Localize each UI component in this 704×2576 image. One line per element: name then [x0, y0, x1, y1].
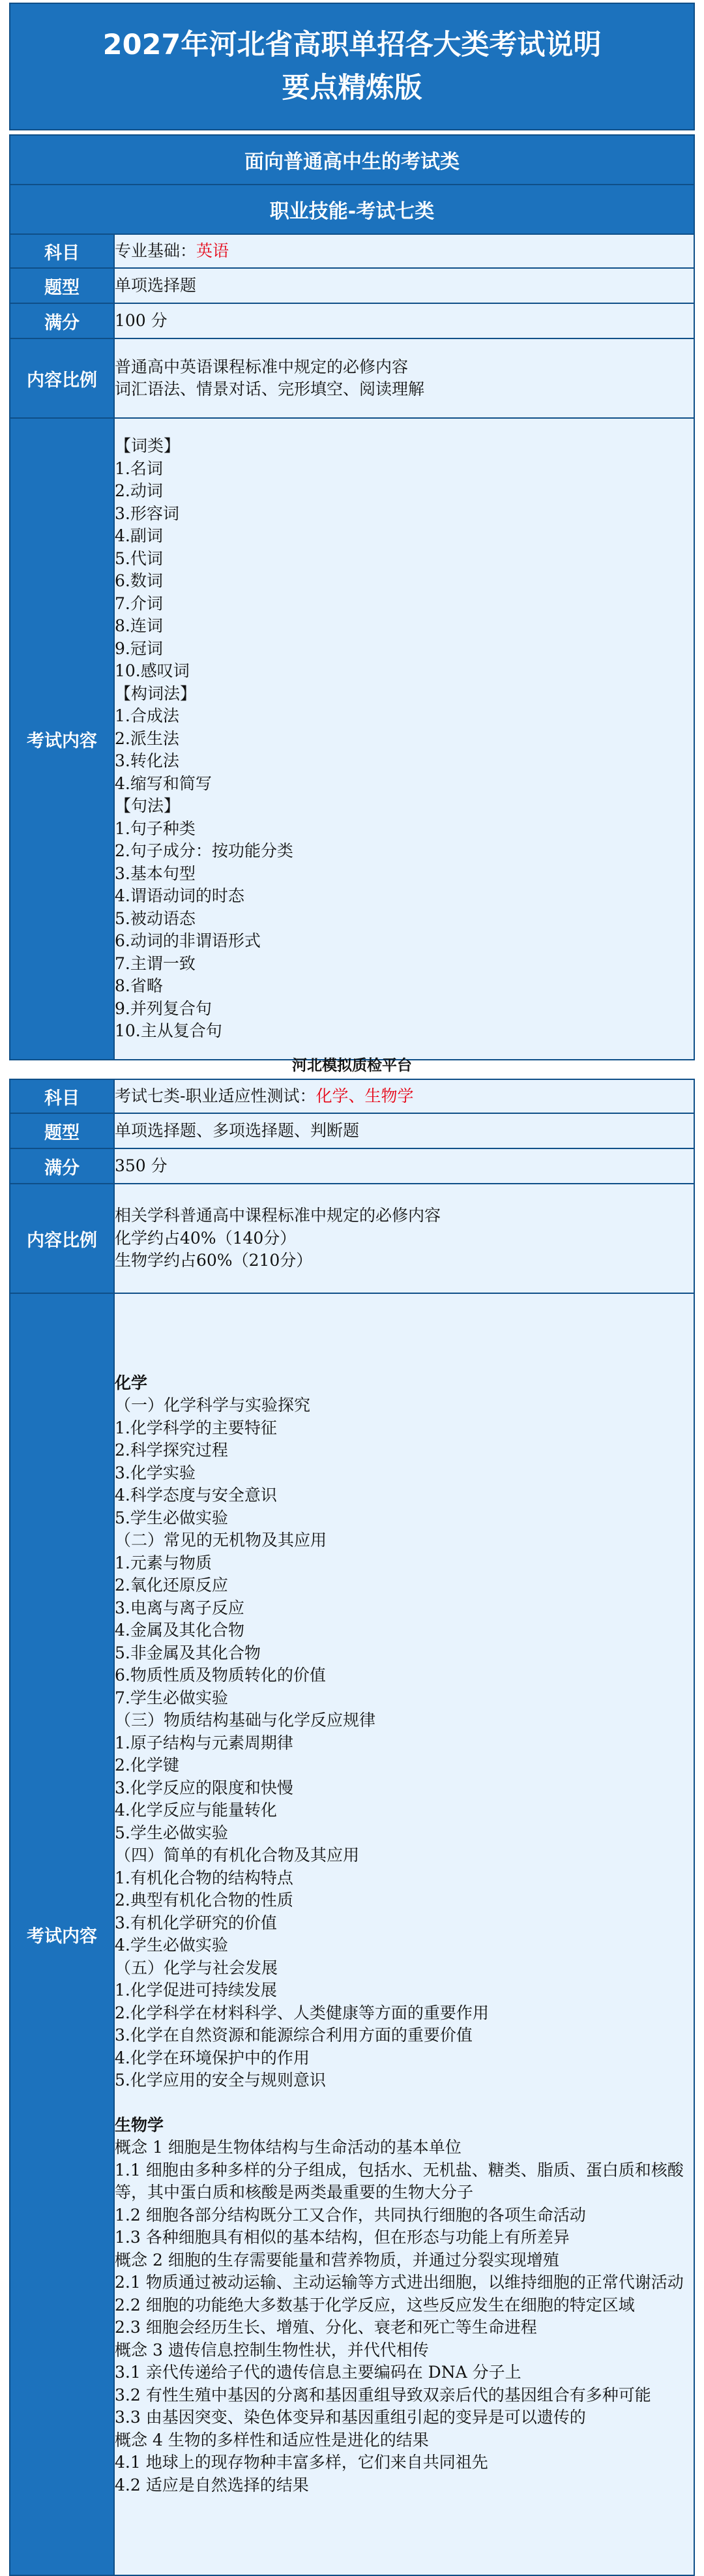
- list-item: 3.电离与离子反应: [115, 1598, 244, 1617]
- list-item: 3.化学反应的限度和快慢: [115, 1778, 293, 1797]
- list-item: 3.形容词: [115, 503, 179, 523]
- list-item: （三）物质结构基础与化学反应规律: [115, 1711, 376, 1730]
- ratio-line: 普通高中英语课程标准中规定的必修内容: [115, 357, 409, 376]
- audience-label: 面向普通高中生的考试类: [244, 151, 460, 173]
- list-item: 2.动词: [115, 481, 163, 501]
- label-exam-content: 考试内容: [10, 1293, 114, 2575]
- page-subtitle: 要点精炼版: [282, 72, 422, 104]
- value-content-ratio: [114, 1184, 694, 1293]
- list-item: 5.学生必做实验: [115, 1823, 228, 1842]
- list-item: 4.金属及其化合物: [115, 1621, 244, 1640]
- list-item: 7.学生必做实验: [115, 1688, 228, 1707]
- watermark-text: 河北模拟质检平台: [292, 1057, 412, 1074]
- list-item: 3.转化法: [115, 751, 179, 771]
- list-item: 2.2 细胞的功能绝大多数基于化学反应，这些反应发生在细胞的特定区域: [115, 2295, 635, 2314]
- list-item: 概念 3 遗传信息控制生物性状，并代代相传: [115, 2340, 429, 2359]
- list-item: 6.数词: [115, 571, 163, 591]
- list-item: 5.被动语态: [115, 908, 196, 928]
- label-question-type: 题型: [10, 268, 114, 303]
- row-full-score: [10, 303, 694, 338]
- list-item: 4.化学反应与能量转化: [115, 1801, 277, 1820]
- list-item: 4.谓语动词的时态: [115, 886, 244, 906]
- list-item: 【构词法】: [115, 683, 197, 703]
- list-item: 1.合成法: [115, 706, 179, 726]
- label-full-score: 满分: [10, 303, 114, 338]
- list-item: 5.代词: [115, 548, 163, 568]
- list-item: 3.化学在自然资源和能源综合利用方面的重要价值: [115, 2026, 473, 2045]
- value-full-score: 350 分: [114, 1148, 694, 1184]
- list-item: 【句法】: [115, 796, 181, 816]
- list-item: 4.化学在环境保护中的作用: [115, 2048, 310, 2067]
- title-banner: [9, 3, 695, 130]
- list-item: 2.氧化还原反应: [115, 1576, 228, 1595]
- list-item: 4.学生必做实验: [115, 1936, 228, 1955]
- label-subject: 科目: [10, 1079, 114, 1113]
- label-question-type: 题型: [10, 1113, 114, 1148]
- list-item: 1.化学科学的主要特征: [115, 1418, 277, 1437]
- row-subject: [10, 234, 694, 268]
- list-item: 10.主从复合句: [115, 1021, 222, 1041]
- value-question-type: 单项选择题: [114, 268, 694, 303]
- row-exam-content: [10, 1293, 694, 2575]
- list-item: 7.介词: [115, 593, 163, 613]
- spec-table-chem-bio: [9, 1079, 695, 2576]
- value-subject: [114, 1079, 694, 1113]
- list-item: 1.原子结构与元素周期律: [115, 1733, 293, 1752]
- list-item: 5.化学应用的安全与规则意识: [115, 2071, 326, 2090]
- value-exam-content: [114, 418, 694, 1060]
- label-content-ratio: 内容比例: [10, 1184, 114, 1293]
- label-exam-content: 考试内容: [10, 418, 114, 1060]
- row-content-ratio: [10, 1184, 694, 1293]
- row-question-type: [10, 1113, 694, 1148]
- list-item: 10.感叹词: [115, 661, 190, 681]
- ratio-line: 相关学科普通高中课程标准中规定的必修内容: [115, 1206, 441, 1225]
- spacer: [115, 2092, 694, 2114]
- list-item: 1.2 细胞各部分结构既分工又合作，共同执行细胞的各项生命活动: [115, 2205, 586, 2224]
- list-item: 概念 1 细胞是生物体结构与生命活动的基本单位: [115, 2138, 462, 2157]
- value-question-type: 单项选择题、多项选择题、判断题: [114, 1113, 694, 1148]
- list-item: 2.3 细胞会经历生长、增殖、分化、衰老和死亡等生命进程: [115, 2318, 537, 2337]
- list-item: （二）常见的无机物及其应用: [115, 1531, 327, 1550]
- list-item: 2.句子成分：按功能分类: [115, 841, 293, 861]
- list-item: 2.科学探究过程: [115, 1441, 228, 1460]
- list-item: 【词类】: [115, 436, 181, 456]
- value-subject: [114, 234, 694, 268]
- list-item: 2.派生法: [115, 728, 179, 748]
- list-item: 1.元素与物质: [115, 1553, 212, 1572]
- list-item: 1.化学促进可持续发展: [115, 1981, 277, 2000]
- list-item: 3.3 由基因突变、染色体变异和基因重组引起的变异是可以遗传的: [115, 2408, 586, 2427]
- list-item: 9.冠词: [115, 638, 163, 658]
- list-item: 4.科学态度与安全意识: [115, 1486, 277, 1505]
- label-full-score: 满分: [10, 1148, 114, 1184]
- list-item: 3.化学实验: [115, 1463, 196, 1482]
- list-item: 1.有机化合物的结构特点: [115, 1868, 293, 1887]
- list-item: （四）简单的有机化合物及其应用: [115, 1846, 360, 1865]
- list-item: 1.句子种类: [115, 818, 196, 838]
- list-item: 9.并列复合句: [115, 998, 212, 1018]
- label-subject: 科目: [10, 234, 114, 268]
- category-label: 职业技能-考试七类: [269, 200, 435, 223]
- value-content-ratio: [114, 338, 694, 418]
- row-question-type: [10, 268, 694, 303]
- list-item: 4.1 地球上的现存物种丰富多样，它们来自共同祖先: [115, 2453, 488, 2472]
- chemistry-content-list: [115, 1394, 694, 2092]
- list-item: 2.化学键: [115, 1756, 179, 1775]
- subject-highlight: 化学、生物学: [315, 1086, 414, 1105]
- list-item: 3.基本句型: [115, 863, 196, 883]
- ratio-line: 化学约占40%（140分）: [115, 1228, 297, 1248]
- biology-content-list: [115, 2136, 694, 2496]
- subject-highlight: 英语: [196, 241, 229, 260]
- list-item: 8.连词: [115, 616, 163, 636]
- list-item: 6.动词的非谓语形式: [115, 931, 261, 951]
- list-item: （一）化学科学与实验探究: [115, 1396, 311, 1415]
- row-exam-content: [10, 418, 694, 1060]
- list-item: 5.学生必做实验: [115, 1508, 228, 1527]
- english-content-list: [115, 435, 694, 1043]
- row-content-ratio: [10, 338, 694, 418]
- subject-prefix: 专业基础：: [115, 241, 197, 260]
- audience-banner: [9, 134, 695, 185]
- list-item: 8.省略: [115, 976, 163, 996]
- ratio-line: 词汇语法、情景对话、完形填空、阅读理解: [115, 380, 425, 398]
- value-full-score: 100 分: [114, 303, 694, 338]
- list-item: 4.2 适应是自然选择的结果: [115, 2475, 309, 2494]
- list-item: 2.典型有机化合物的性质: [115, 1891, 293, 1910]
- chemistry-title: 化学: [115, 1373, 148, 1392]
- list-item: 2.化学科学在材料科学、人类健康等方面的重要作用: [115, 2003, 489, 2022]
- ratio-line: 生物学约占60%（210分）: [115, 1251, 313, 1270]
- list-item: 3.2 有性生殖中基因的分离和基因重组导致双亲后代的基因组合有多种可能: [115, 2385, 651, 2404]
- subject-prefix: 考试七类-职业适应性测试：: [115, 1086, 316, 1105]
- list-item: 1.1 细胞由多种多样的分子组成，包括水、无机盐、糖类、脂质、蛋白质和核酸等，其中蛋白质和核酸是两类最重要的生物大分子: [115, 2160, 684, 2202]
- row-full-score: [10, 1148, 694, 1184]
- page-title: 2027年河北省高职单招各大类考试说明: [102, 29, 602, 61]
- list-item: 1.3 各种细胞具有相似的基本结构，但在形态与功能上有所差异: [115, 2228, 570, 2247]
- list-item: 概念 2 细胞的生存需要能量和营养物质，并通过分裂实现增殖: [115, 2250, 559, 2269]
- list-item: 3.有机化学研究的价值: [115, 1913, 277, 1932]
- list-item: 4.缩写和简写: [115, 773, 212, 793]
- label-content-ratio: 内容比例: [10, 338, 114, 418]
- spec-table-english: [9, 233, 695, 1060]
- list-item: 2.1 物质通过被动运输、主动运输等方式进出细胞，以维持细胞的正常代谢活动: [115, 2273, 684, 2292]
- row-subject: [10, 1079, 694, 1113]
- list-item: 3.1 亲代传递给子代的遗传信息主要编码在 DNA 分子上: [115, 2363, 521, 2382]
- category-banner: [9, 184, 695, 235]
- list-item: 6.物质性质及物质转化的价值: [115, 1666, 326, 1685]
- value-exam-content: [114, 1293, 694, 2575]
- list-item: 1.名词: [115, 458, 163, 478]
- list-item: 概念 4 生物的多样性和适应性是进化的结果: [115, 2430, 429, 2449]
- list-item: 7.主谓一致: [115, 953, 196, 973]
- list-item: （五）化学与社会发展: [115, 1958, 278, 1977]
- biology-title: 生物学: [115, 2115, 164, 2134]
- list-item: 5.非金属及其化合物: [115, 1643, 261, 1662]
- list-item: 4.副词: [115, 526, 163, 546]
